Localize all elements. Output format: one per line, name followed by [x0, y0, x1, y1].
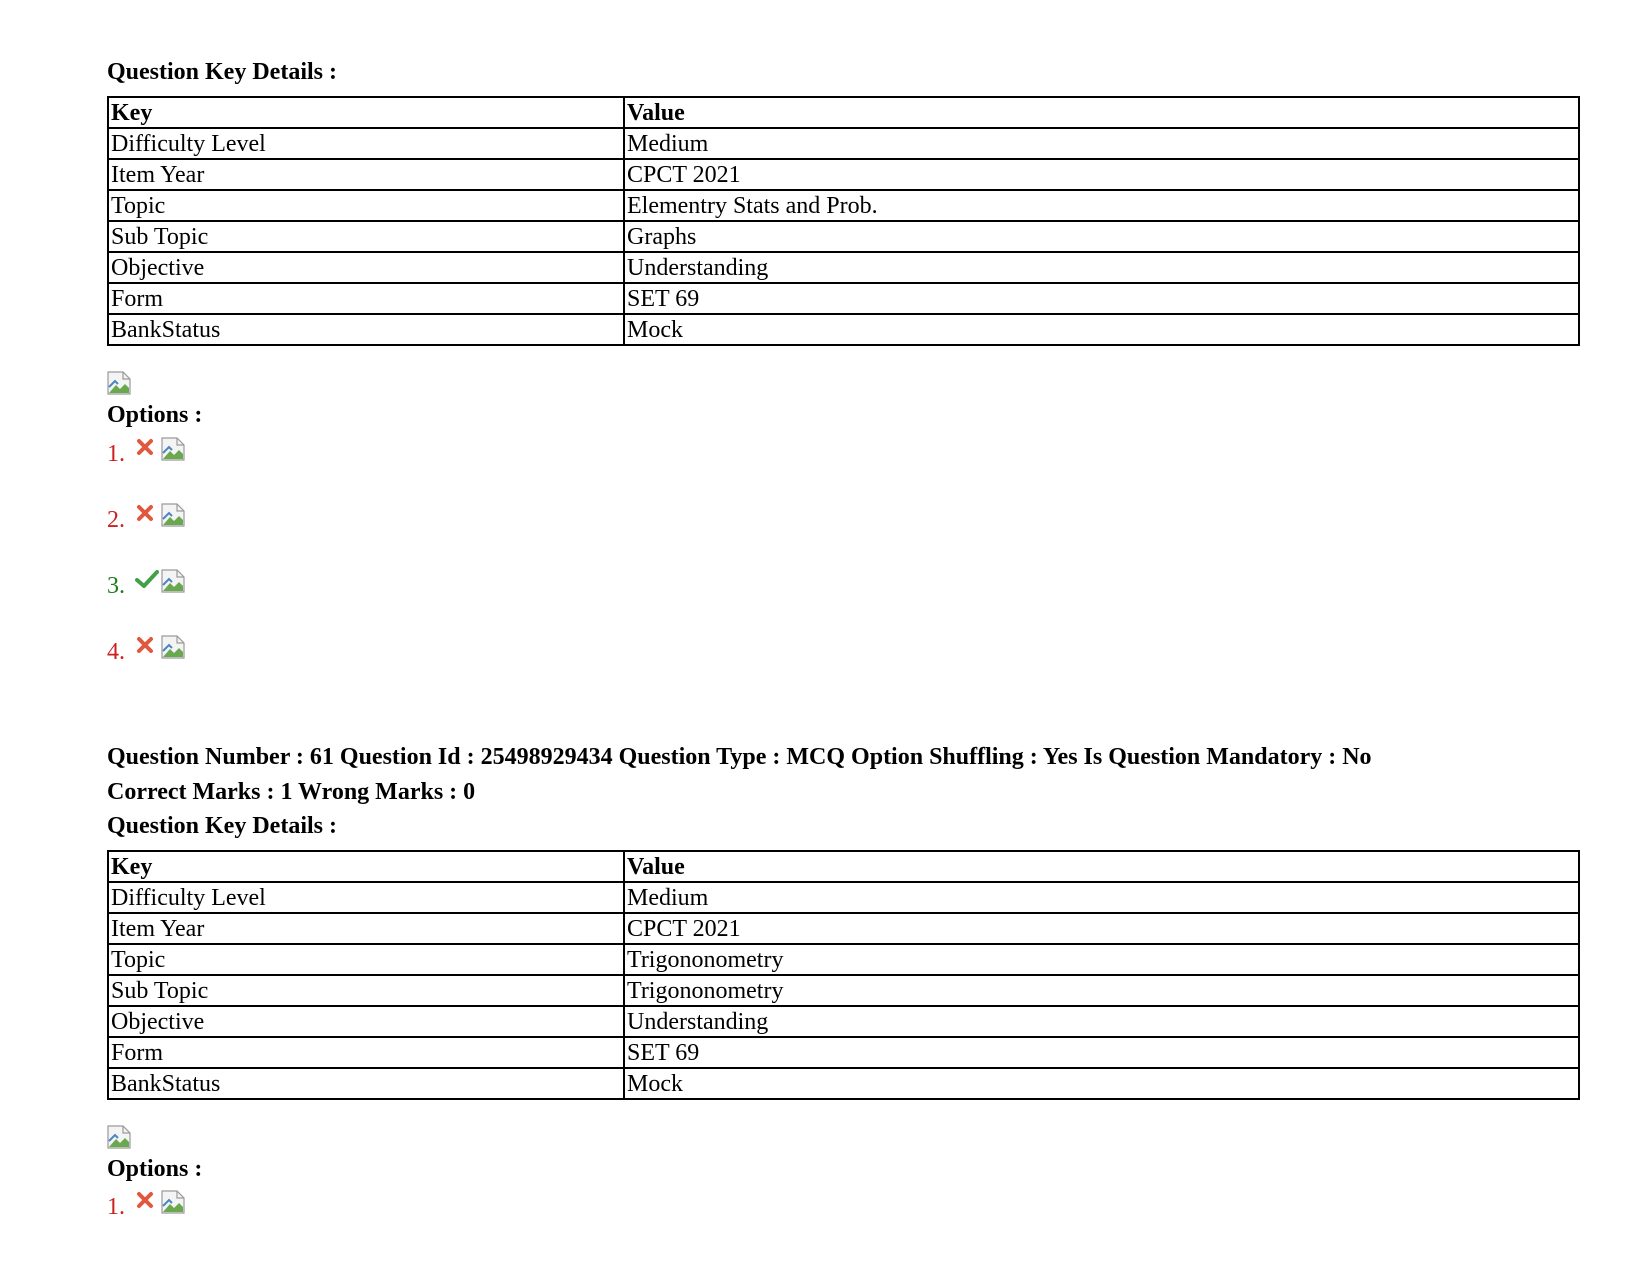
table-row — [108, 944, 1579, 975]
row-key: BankStatus — [108, 314, 624, 345]
table-header-value: Value — [624, 851, 1579, 882]
question-image-placeholder — [107, 1125, 131, 1154]
row-value: Trigononometry — [624, 975, 1579, 1006]
row-key: Item Year — [108, 913, 624, 944]
row-key: Form — [108, 283, 624, 314]
broken-image-icon — [161, 503, 185, 527]
marks-line: Correct Marks : 1 Wrong Marks : 0 — [107, 779, 476, 805]
row-value: Medium — [624, 128, 1579, 159]
option-1 — [107, 1190, 185, 1220]
broken-image-icon — [107, 1125, 131, 1149]
row-value: Elementry Stats and Prob. — [624, 190, 1579, 221]
key-details-table-1 — [107, 96, 1580, 346]
cross-icon — [135, 435, 161, 465]
cross-icon — [135, 633, 161, 663]
row-key: Sub Topic — [108, 221, 624, 252]
table-row — [108, 252, 1579, 283]
broken-image-icon — [107, 371, 131, 395]
option-number: 3. — [107, 573, 125, 599]
table-row — [108, 314, 1579, 345]
table-row — [108, 190, 1579, 221]
option-2 — [107, 503, 185, 533]
table-row — [108, 975, 1579, 1006]
cross-icon — [135, 501, 161, 531]
table-row — [108, 283, 1579, 314]
broken-image-icon — [161, 569, 185, 593]
row-key: Topic — [108, 944, 624, 975]
row-value: CPCT 2021 — [624, 913, 1579, 944]
option-number: 1. — [107, 441, 125, 467]
table-row — [108, 221, 1579, 252]
row-value: Understanding — [624, 252, 1579, 283]
question-image-placeholder — [107, 371, 131, 400]
row-value: Trigononometry — [624, 944, 1579, 975]
option-4 — [107, 635, 185, 665]
broken-image-icon — [161, 1190, 185, 1214]
options-heading: Options : — [107, 1156, 203, 1182]
table-row — [108, 159, 1579, 190]
question-info-line: Question Number : 61 Question Id : 25498929434 Question Type : MCQ Option Shuffling : Yes Is Question Mandatory : No — [107, 744, 1372, 770]
row-value: CPCT 2021 — [624, 159, 1579, 190]
option-1 — [107, 437, 185, 467]
table-header-row — [108, 851, 1579, 882]
option-number: 1. — [107, 1194, 125, 1220]
key-details-table-2 — [107, 850, 1580, 1100]
row-key: Objective — [108, 252, 624, 283]
row-value: Mock — [624, 1068, 1579, 1099]
row-key: Item Year — [108, 159, 624, 190]
table-row — [108, 1006, 1579, 1037]
table-row — [108, 1068, 1579, 1099]
row-value: Medium — [624, 882, 1579, 913]
row-value: Graphs — [624, 221, 1579, 252]
broken-image-icon — [161, 437, 185, 461]
table-row — [108, 882, 1579, 913]
table-row — [108, 128, 1579, 159]
table-row — [108, 913, 1579, 944]
row-value: SET 69 — [624, 283, 1579, 314]
table-header-value: Value — [624, 97, 1579, 128]
key-details-heading: Question Key Details : — [107, 813, 337, 839]
table-header-key: Key — [108, 97, 624, 128]
table-row — [108, 1037, 1579, 1068]
option-number: 4. — [107, 639, 125, 665]
options-heading: Options : — [107, 402, 203, 428]
cross-icon — [135, 1188, 161, 1218]
row-value: Understanding — [624, 1006, 1579, 1037]
row-key: BankStatus — [108, 1068, 624, 1099]
row-value: Mock — [624, 314, 1579, 345]
row-key: Topic — [108, 190, 624, 221]
table-header-row — [108, 97, 1579, 128]
option-number: 2. — [107, 507, 125, 533]
key-details-heading: Question Key Details : — [107, 59, 337, 85]
row-key: Difficulty Level — [108, 882, 624, 913]
row-key: Form — [108, 1037, 624, 1068]
option-3 — [107, 569, 185, 599]
row-key: Sub Topic — [108, 975, 624, 1006]
row-key: Difficulty Level — [108, 128, 624, 159]
check-icon — [135, 567, 161, 597]
row-value: SET 69 — [624, 1037, 1579, 1068]
row-key: Objective — [108, 1006, 624, 1037]
broken-image-icon — [161, 635, 185, 659]
table-header-key: Key — [108, 851, 624, 882]
